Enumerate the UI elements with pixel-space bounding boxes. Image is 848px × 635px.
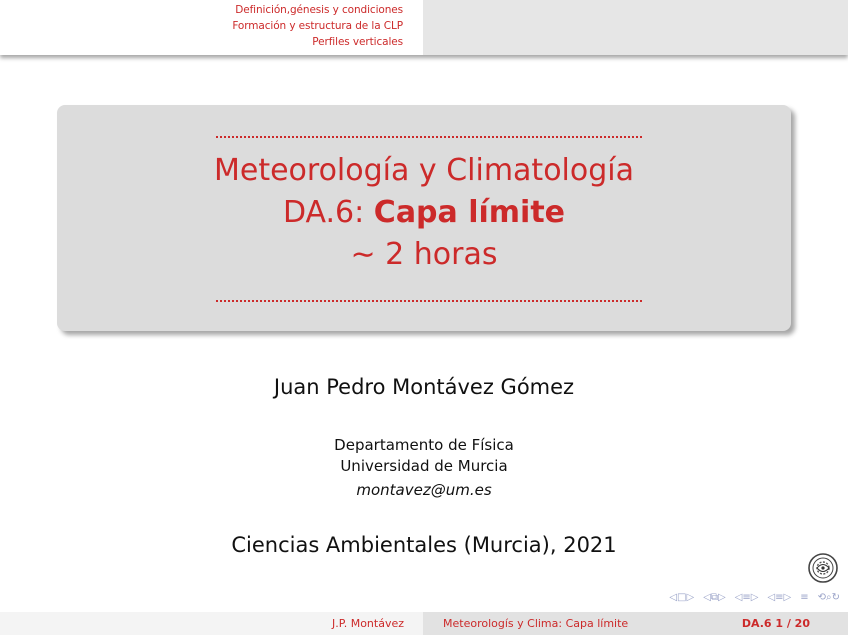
university: Universidad de Murcia — [340, 457, 508, 475]
footer-title-area — [423, 612, 848, 635]
subsubsection-nav-icon[interactable]: ◁≡▷ — [767, 591, 792, 603]
author-name: Juan Pedro Montávez Gómez — [273, 375, 575, 399]
lecture-topic: Capa límite — [373, 195, 566, 230]
section-link-perfiles[interactable]: Perfiles verticales — [312, 36, 403, 48]
date-place: Ciencias Ambientales (Murcia), 2021 — [231, 533, 617, 557]
footer-author: J.P. Montávez — [0, 612, 423, 635]
footer-bar — [0, 612, 848, 635]
footer-short-title: Meteorologís y Clima: Capa límite — [443, 617, 629, 630]
header-subsection-area — [423, 0, 848, 55]
title-top-dotted-rule — [216, 136, 642, 138]
search-zoom-icon[interactable]: ⟲⌕↻ — [817, 591, 840, 603]
lecture-title — [57, 195, 791, 231]
subsection-nav-icon[interactable]: ◁⧉▷ — [703, 591, 726, 603]
section-link-formacion[interactable]: Formación y estructura de la CLP — [232, 20, 403, 32]
section-link-definicion[interactable]: Definición,génesis y condiciones — [235, 4, 403, 16]
section-navigation — [0, 0, 423, 55]
title-bottom-dotted-rule — [216, 300, 642, 302]
header-bar — [0, 0, 848, 55]
email: montavez@um.es — [356, 481, 492, 499]
university-seal-icon — [807, 552, 839, 584]
footer-page-number: DA.6 1 / 20 — [741, 617, 810, 630]
lecture-code: DA.6: — [282, 195, 374, 230]
course-title: Meteorología y Climatología — [213, 153, 634, 188]
frame-prev-icon[interactable]: ◁□▷ — [669, 591, 695, 603]
title-box — [57, 105, 791, 331]
section-nav-icon[interactable]: ◁≡▷ — [734, 591, 759, 603]
duration: ∼ 2 horas — [350, 237, 498, 272]
appendix-icon[interactable]: ≡ — [800, 591, 809, 603]
department: Departamento de Física — [334, 436, 514, 454]
beamer-navigation-symbols — [540, 589, 840, 605]
